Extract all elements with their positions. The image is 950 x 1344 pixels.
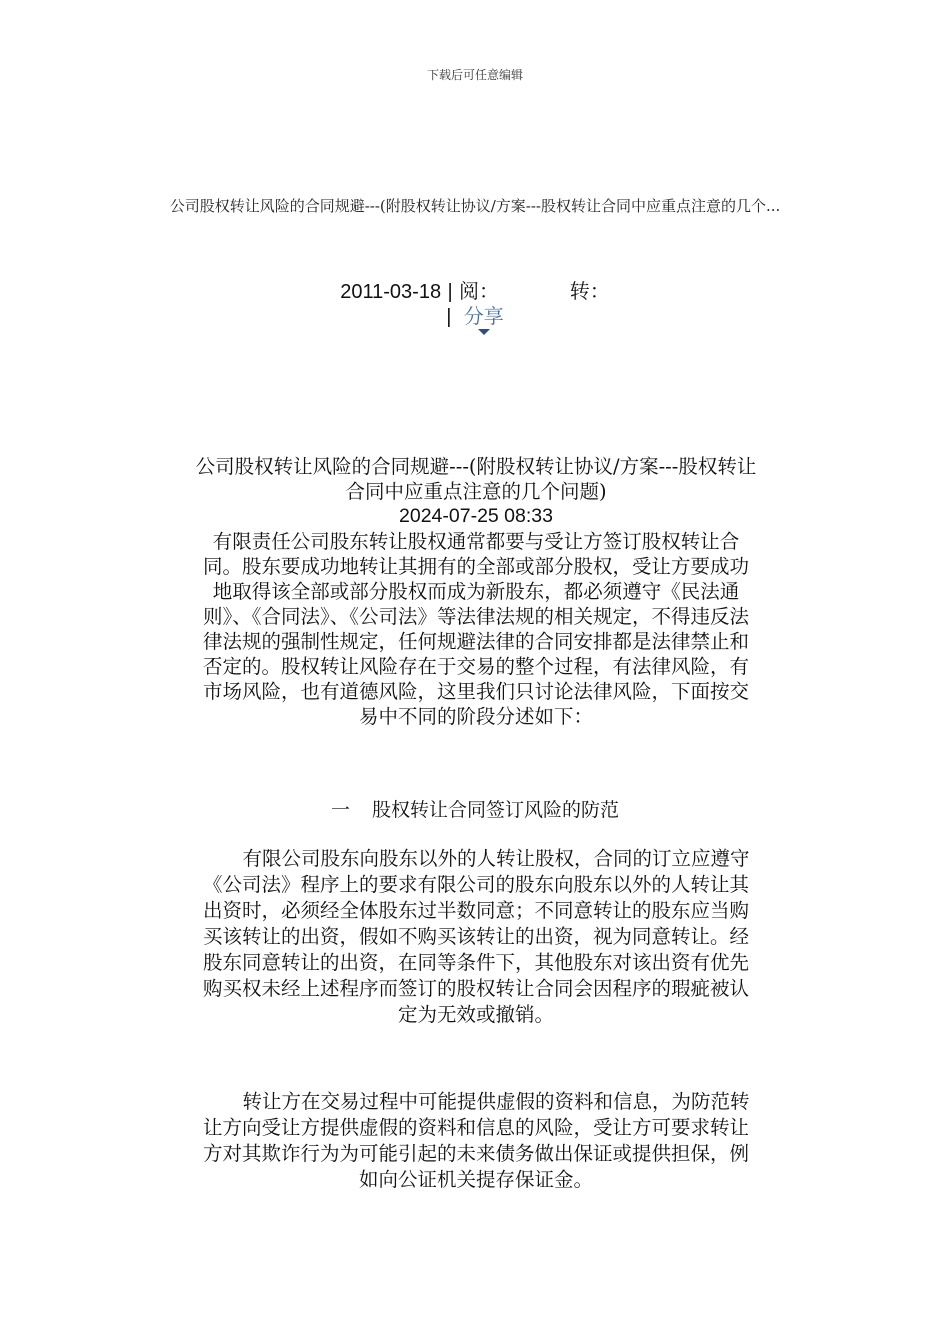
section-title: 股权转让合同签订风险的防范 [372,799,620,821]
paragraph-false-information-risk [195,1089,757,1193]
post-date: 2011-03-18 [340,281,442,303]
header-note: 下载后可任意编辑 [426,68,523,82]
share-label: 分享 [463,304,504,328]
article-body [195,454,757,729]
forward-count-label: 转： [569,279,610,303]
share-line [0,303,950,330]
post-meta-line [0,278,950,305]
share-button[interactable] [464,303,504,329]
chevron-down-icon[interactable] [478,329,490,335]
paragraph-1-text: 有限公司股东向股东以外的人转让股权，合同的订立应遵守《公司法》程序上的要求有限公司的股东向股东以外的人转让其出资时，必须经全体股东过半数同意；不同意转让的股东应当购买该转让的出资，假如不购买该转让的出资，视为同意转让。经股东同意转让的出资，在同等条件下，其他股东对该出资有优先购买权未经上述程序而签订的股权转让合同会因程序的瑕疵被认定为无效或撤销。 [202,847,750,1026]
share-separator: | [446,306,452,328]
meta-separator: | [447,281,453,303]
read-count-label: 阅： [459,279,500,303]
article-intro: 有限责任公司股东转让股权通常都要与受让方签订股权转让合同。股东要成功地转让其拥有的全部或部分股权，受让方要成功地取得该全部或部分股权而成为新股东，都必须遵守《民法通则》、《合同法》、《公司法》等法律法规的相关规定，不得违反法律法规的强制性规定，任何规避法律的合同安排都是法律禁止和否定的。股权转让风险存在于交易的整个过程，有法律风险，有市场风险，也有道德风险，这里我们只讨论法律风险，下面按交易中不同的阶段分述如下： [202,530,749,728]
section-number: 一 [330,799,350,821]
document-top-title: 公司股权转让风险的合同规避---(附股权转让协议/方案---股权转让合同中应重点注意的几个... [169,197,781,215]
paragraph-2-text: 转让方在交易过程中可能提供虚假的资料和信息，为防范转让方向受让方提供虚假的资料和信息的风险，受让方可要求转让方对其欺诈行为为可能引起的未来债务做出保证或提供担保，例如向公证机关提存保证金。 [202,1090,750,1191]
article-title: 公司股权转让风险的合同规避---(附股权转让协议/方案---股权转让合同中应重点注意的几个问题) [195,455,757,503]
article-timestamp: 2024-07-25 08:33 [399,505,553,527]
section-heading [0,798,950,823]
paragraph-transfer-procedure [195,846,757,1028]
